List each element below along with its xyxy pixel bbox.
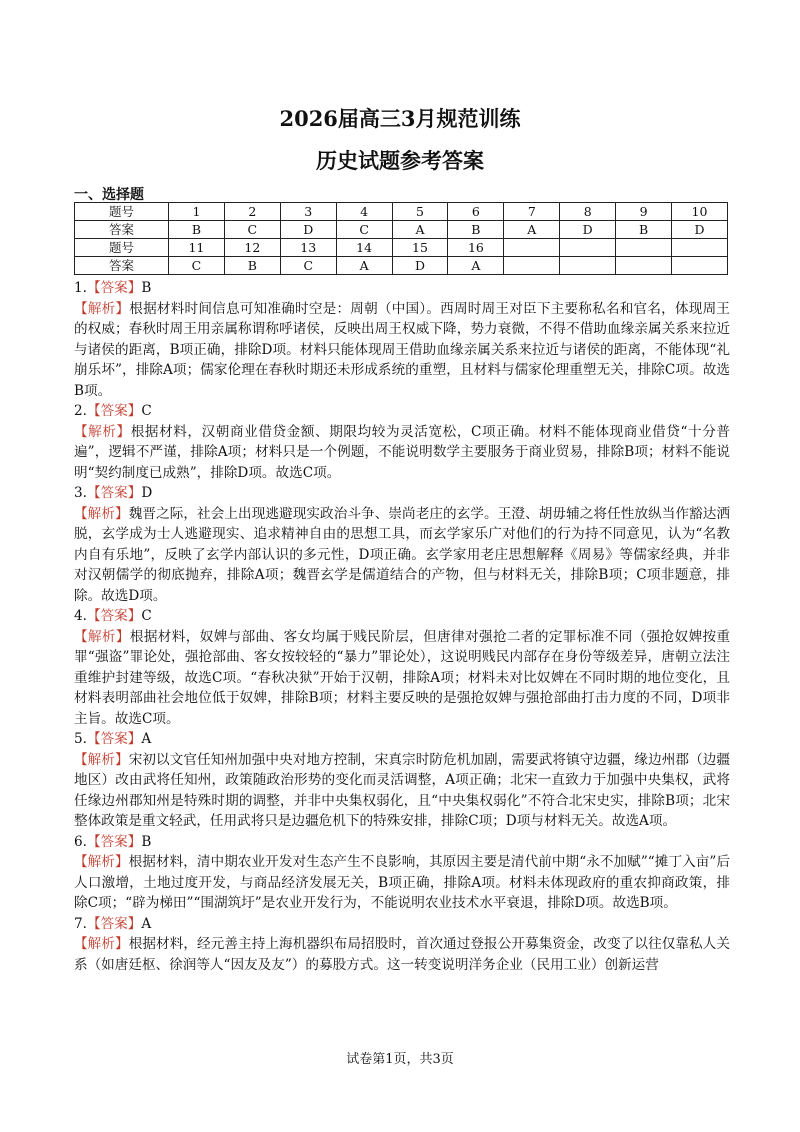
explanation-text: 宋初以文官任知州加强中央对地方控制，宋真宗时防危机加剧，需要武将镇守边疆，缘边州郡（边疆地区）改由武将任知州，政策随政治形势的变化而灵活调整，A项正确；北宋一直致力于加强中央集权，武将任缘边州郡知州是特殊时期的调整，并非中央集权弱化，且“中央集权弱化”不符合北宋史实，排除B项；北宋整体政策是重文轻武，任用武将只是边疆危机下的特殊安排，排除C项；D项与材料无关。故选A项。 bbox=[74, 751, 731, 829]
table-cell: 4 bbox=[336, 203, 392, 221]
table-cell: 5 bbox=[392, 203, 448, 221]
explanation-text: 根据材料时间信息可知准确时空是：周朝（中国）。西周时周王对臣下主要称私名和官名，体现周王的权威；春秋时周王用亲属称谓称呼诸侯，反映出周王权威下降，势力衰微，不得不借助血缘亲属关系来拉近与诸侯的距离，B项正确，排除D项。材料只能体现周王借助血缘亲属关系来拉近与诸侯的距离，不能体现“礼崩乐坏”，排除A项；儒家伦理在春秋时期还未形成系统的重塑，且材料与儒家伦理重塑无关，排除C项。故选B项。 bbox=[74, 300, 731, 399]
table-cell: 11 bbox=[169, 239, 225, 257]
answer-row bbox=[75, 257, 728, 275]
explanation-text: 魏晋之际，社会上出现逃避现实政治斗争、崇尚老庄的玄学。王澄、胡毋辅之将任性放纵当作豁达洒脱，玄学成为士人逃避现实、追求精神自由的思想工具，而玄学家乐广对他们的行为持不同意见，认为“名教内自有乐地”，反映了玄学内部认识的多元性，D项正确。玄学家用老庄思想解释《周易》等儒家经典，并非对汉朝儒学的彻底抛弃，排除A项；魏晋玄学是儒道结合的产物，但与材料无关，排除B项；C项非题意，排除。故选D项。 bbox=[74, 505, 731, 604]
answer-value: B bbox=[141, 833, 152, 850]
table-cell: C bbox=[336, 221, 392, 239]
row-label-cell: 题号 bbox=[75, 203, 169, 221]
explanation-text: 根据材料，经元善主持上海机器织布局招股时，首次通过登报公开募集资金，改变了以往仅靠私人关系（如唐廷枢、徐润等人“因友及友”）的募股方式。这一转变说明洋务企业（民用工业）创新运营 bbox=[74, 936, 731, 973]
explain-tag: 【解析】 bbox=[74, 505, 129, 522]
table-cell: 15 bbox=[392, 239, 448, 257]
answer-line bbox=[74, 832, 730, 853]
explain-tag: 【解析】 bbox=[74, 423, 131, 440]
table-cell: B bbox=[169, 221, 225, 239]
table-cell bbox=[560, 257, 616, 275]
table-cell: D bbox=[392, 257, 448, 275]
table-cell: C bbox=[280, 257, 336, 275]
table-cell bbox=[560, 239, 616, 257]
explanation-paragraph bbox=[74, 934, 730, 975]
page-footer: 试卷第1页，共3页 bbox=[346, 1052, 454, 1067]
question-row bbox=[75, 239, 728, 257]
doc-title: 2026届高三3月规范训练 bbox=[279, 106, 521, 131]
table-cell: 10 bbox=[672, 203, 728, 221]
table-cell: A bbox=[336, 257, 392, 275]
answer-row bbox=[75, 221, 728, 239]
explanation-paragraph bbox=[74, 750, 730, 832]
question-number: 1. bbox=[74, 280, 87, 296]
answer-value: A bbox=[141, 915, 152, 932]
answer-key-table bbox=[74, 202, 728, 275]
table-cell bbox=[616, 257, 672, 275]
table-cell: B bbox=[448, 221, 504, 239]
table-cell: 1 bbox=[169, 203, 225, 221]
table-cell: 12 bbox=[224, 239, 280, 257]
answer-line bbox=[74, 606, 730, 627]
answer-tag: 【答案】 bbox=[86, 833, 142, 850]
question-number: 4. bbox=[74, 608, 87, 624]
table-cell: 2 bbox=[224, 203, 280, 221]
table-cell: D bbox=[560, 221, 616, 239]
explanation-paragraph bbox=[74, 422, 730, 484]
answer-value: D bbox=[141, 485, 153, 501]
answer-value: A bbox=[141, 731, 152, 747]
question-number: 7. bbox=[74, 915, 87, 932]
answer-value: C bbox=[141, 608, 152, 624]
table-cell: C bbox=[224, 221, 280, 239]
answer-tag: 【答案】 bbox=[86, 731, 142, 747]
section-heading-choice: 一、选择题 bbox=[74, 187, 144, 203]
table-cell: 8 bbox=[560, 203, 616, 221]
row-label-cell: 答案 bbox=[75, 257, 169, 275]
explanation-text: 根据材料，奴婢与部曲、客女均属于贱民阶层，但唐律对强抢二者的定罪标准不同（强抢奴婢按重罪“强盗”罪论处，强抢部曲、客女按较轻的“暴力”罪论处），这说明贱民内部存在身份等级差异，唐朝立法注重维护封建等级，故选C项。“春秋决狱”开始于汉朝，排除A项；材料未对比奴婢在不同时期的地位变化，且材料表明部曲社会地位低于奴婢，排除B项；材料主要反映的是强抢奴婢与强抢部曲打击力度的不同，D项非主旨。故选C项。 bbox=[74, 628, 731, 727]
explain-tag: 【解析】 bbox=[74, 936, 129, 952]
answer-line bbox=[74, 278, 730, 299]
question-row bbox=[75, 203, 728, 221]
table-cell: B bbox=[224, 257, 280, 275]
table-cell bbox=[672, 257, 728, 275]
table-cell bbox=[504, 257, 560, 275]
table-cell: A bbox=[392, 221, 448, 239]
answer-tag: 【答案】 bbox=[86, 915, 142, 932]
table-cell: 3 bbox=[280, 203, 336, 221]
row-label-cell: 题号 bbox=[75, 239, 169, 257]
answer-tag: 【答案】 bbox=[86, 485, 142, 501]
table-cell bbox=[504, 239, 560, 257]
row-label-cell: 答案 bbox=[75, 221, 169, 239]
table-cell: 16 bbox=[448, 239, 504, 257]
table-cell: A bbox=[504, 221, 560, 239]
explanation-paragraph bbox=[74, 627, 730, 730]
table-cell: 14 bbox=[336, 239, 392, 257]
answer-tag: 【答案】 bbox=[86, 403, 142, 419]
question-number: 3. bbox=[74, 485, 87, 501]
table-cell: B bbox=[616, 221, 672, 239]
table-cell: 9 bbox=[616, 203, 672, 221]
answer-value: B bbox=[141, 280, 152, 296]
answer-value: C bbox=[141, 403, 152, 419]
explain-tag: 【解析】 bbox=[74, 751, 129, 768]
table-cell: 7 bbox=[504, 203, 560, 221]
table-cell: D bbox=[672, 221, 728, 239]
answer-tag: 【答案】 bbox=[86, 280, 142, 296]
table-cell: A bbox=[448, 257, 504, 275]
explanation-paragraph bbox=[74, 504, 730, 607]
explain-tag: 【解析】 bbox=[74, 854, 129, 870]
answer-line bbox=[74, 483, 730, 504]
question-number: 5. bbox=[74, 731, 87, 747]
table-cell bbox=[616, 239, 672, 257]
explanation-paragraph bbox=[74, 852, 730, 914]
question-number: 6. bbox=[74, 833, 87, 850]
explanation-text: 根据材料，清中期农业开发对生态产生不良影响，其原因主要是清代前中期“永不加赋”“摊丁入亩”后人口激增，土地过度开发，与商品经济发展无关，B项正确，排除A项。材料未体现政府的重农抑商政策，排除C项；“辟为梯田”“围湖筑圩”是农业开发行为，不能说明农业技术水平衰退，排除D项。故选B项。 bbox=[74, 854, 731, 911]
answer-line bbox=[74, 401, 730, 422]
explanation-paragraph bbox=[74, 299, 730, 402]
explain-tag: 【解析】 bbox=[74, 300, 130, 317]
answer-line bbox=[74, 914, 730, 935]
answers-list bbox=[74, 278, 730, 975]
table-cell bbox=[672, 239, 728, 257]
table-cell: 6 bbox=[448, 203, 504, 221]
explain-tag: 【解析】 bbox=[74, 628, 130, 645]
answer-tag: 【答案】 bbox=[86, 608, 142, 624]
table-cell: D bbox=[280, 221, 336, 239]
explanation-text: 根据材料，汉朝商业借贷金额、期限均较为灵活宽松，C项正确。材料不能体现商业借贷“十分普遍”，逻辑不严谨，排除A项；材料只是一个例题，不能说明数学主要服务于商业贸易，排除B项；材料不能说明“契约制度已成熟”，排除D项。故选C项。 bbox=[74, 423, 730, 481]
question-number: 2. bbox=[74, 403, 87, 419]
table-cell: C bbox=[169, 257, 225, 275]
table-cell: 13 bbox=[280, 239, 336, 257]
doc-subtitle: 历史试题参考答案 bbox=[316, 148, 484, 173]
answer-line bbox=[74, 729, 730, 750]
